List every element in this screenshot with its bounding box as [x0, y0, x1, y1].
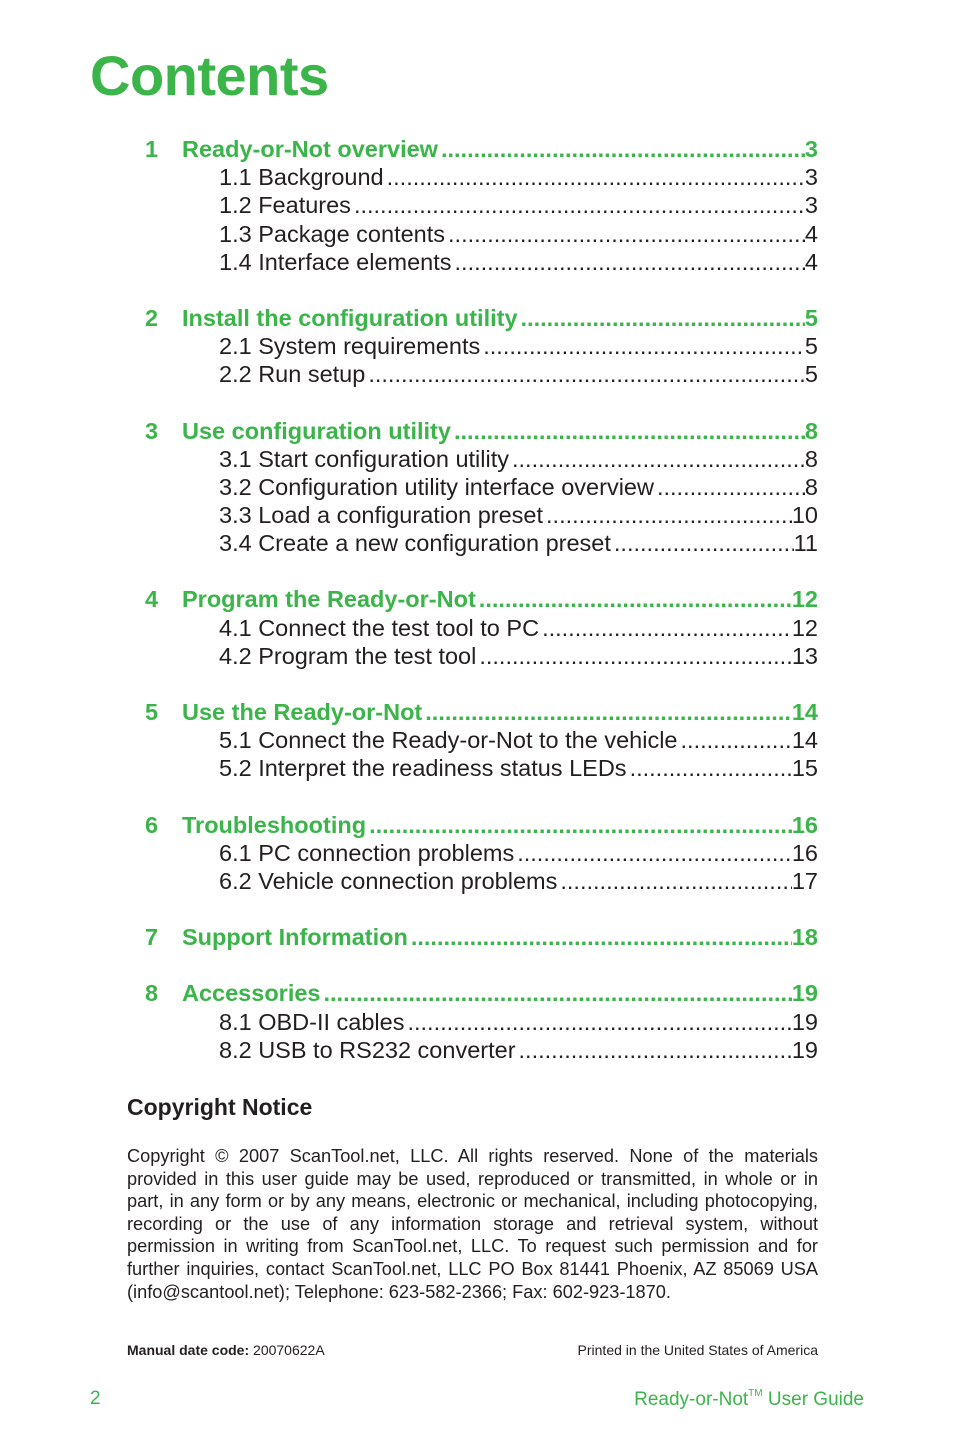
toc-page-number: 19: [791, 1008, 818, 1035]
toc-leader-dots: [627, 754, 792, 782]
toc-subsection-entry[interactable]: [145, 360, 818, 388]
toc-leader-dots: [321, 979, 792, 1007]
table-of-contents: [145, 135, 818, 1092]
toc-section: [145, 585, 818, 670]
toc-leader-dots: [476, 585, 792, 613]
toc-subsection-entry[interactable]: [145, 867, 818, 895]
toc-subsection-entry[interactable]: [145, 445, 818, 473]
toc-chapter-title: Accessories: [182, 980, 321, 1007]
toc-page-number: 5: [804, 333, 818, 360]
toc-chapter-entry[interactable]: [145, 698, 818, 726]
toc-page-number: 11: [793, 530, 818, 557]
toc-leader-dots: [422, 698, 792, 726]
toc-subsection-entry[interactable]: [145, 248, 818, 276]
toc-page-number: 3: [804, 136, 818, 162]
toc-page-number: 3: [804, 192, 818, 219]
toc-subsection-entry[interactable]: [145, 754, 818, 782]
toc-leader-dots: [476, 642, 792, 670]
toc-subsection-title: 3.2 Configuration utility interface overview: [219, 473, 654, 500]
toc-chapter-number: 7: [145, 924, 159, 951]
toc-chapter-number: 5: [145, 699, 159, 725]
toc-chapter-title: Use configuration utility: [182, 417, 451, 444]
toc-subsection-title: 6.1 PC connection problems: [219, 839, 515, 866]
toc-page-number: 14: [791, 699, 818, 725]
toc-page-number: 14: [791, 727, 818, 754]
toc-leader-dots: [678, 726, 792, 754]
toc-page-number: 4: [804, 220, 818, 247]
toc-subsection-entry[interactable]: [145, 839, 818, 867]
toc-page-number: 12: [791, 614, 818, 641]
toc-page-number: 15: [791, 755, 818, 782]
toc-chapter-entry[interactable]: [145, 979, 818, 1007]
toc-page-number: 16: [791, 811, 818, 838]
toc-subsection-entry[interactable]: [145, 1036, 818, 1064]
toc-section: [145, 417, 818, 558]
toc-subsection-entry[interactable]: [145, 501, 818, 529]
toc-chapter-title: Ready-or-Not overview: [182, 136, 438, 162]
toc-subsection-title: 2.1 System requirements: [219, 333, 481, 360]
toc-subsection-entry[interactable]: [145, 614, 818, 642]
printed-in: Printed in the United States of America: [577, 1342, 818, 1358]
toc-leader-dots: [351, 191, 805, 219]
toc-subsection-entry[interactable]: [145, 642, 818, 670]
toc-leader-dots: [539, 614, 792, 642]
toc-section: [145, 923, 818, 951]
toc-subsection-title: 6.2 Vehicle connection problems: [219, 867, 558, 894]
toc-subsection-title: 3.1 Start configuration utility: [219, 445, 509, 472]
toc-leader-dots: [557, 867, 792, 895]
manual-date-value: 20070622A: [253, 1342, 325, 1358]
toc-subsection-title: 8.1 OBD-II cables: [219, 1008, 405, 1035]
toc-page-number: 13: [791, 642, 818, 669]
toc-page-number: 5: [804, 361, 818, 388]
toc-chapter-number: 2: [145, 304, 159, 331]
toc-page-number: 12: [791, 586, 818, 613]
toc-page-number: 5: [804, 304, 818, 331]
toc-leader-dots: [445, 220, 805, 248]
toc-chapter-title: Troubleshooting: [182, 811, 367, 838]
toc-leader-dots: [516, 1036, 792, 1064]
toc-subsection-title: 1.4 Interface elements: [219, 248, 452, 275]
footer-guide-title: [634, 1388, 864, 1411]
page-number: 2: [90, 1388, 101, 1409]
toc-page-number: 16: [791, 839, 818, 866]
toc-section: [145, 135, 818, 276]
toc-leader-dots: [408, 923, 792, 951]
toc-page-number: 4: [804, 248, 818, 275]
toc-subsection-title: 8.2 USB to RS232 converter: [219, 1036, 516, 1063]
toc-leader-dots: [438, 135, 805, 163]
toc-subsection-title: 3.3 Load a configuration preset: [219, 502, 544, 529]
copyright-body: Copyright © 2007 ScanTool.net, LLC. All rights reserved. None of the materials provided in this user guide may be used, reproduced or transmitted, in whole or in part, in any form or by any means, electronic or mechanical, including photocopying, recording or the use of any information storage and retrieval system, without permission in writing from ScanTool.net, LLC. To request such permission and for further inquiries, contact ScanTool.net, LLC PO Box 81441 Phoenix, AZ 85069 USA (info@scantool.net); Telephone: 623-582-2366; Fax: 602-923-1870.: [127, 1146, 818, 1302]
toc-leader-dots: [514, 839, 792, 867]
toc-chapter-entry[interactable]: [145, 585, 818, 613]
manual-date-code: [127, 1342, 325, 1358]
toc-leader-dots: [384, 163, 805, 191]
toc-subsection-title: 1.2 Features: [219, 192, 351, 219]
toc-page-number: 19: [791, 1036, 818, 1063]
toc-section: [145, 979, 818, 1064]
toc-subsection-entry[interactable]: [145, 163, 818, 191]
toc-chapter-entry[interactable]: [145, 417, 818, 445]
toc-chapter-number: 6: [145, 811, 159, 838]
toc-page-number: 17: [791, 867, 818, 894]
toc-leader-dots: [451, 417, 805, 445]
toc-subsection-entry[interactable]: [145, 473, 818, 501]
guide-name: Ready-or-Not: [634, 1389, 749, 1410]
toc-chapter-entry[interactable]: [145, 923, 818, 951]
toc-leader-dots: [611, 529, 794, 557]
toc-subsection-title: 5.2 Interpret the readiness status LEDs: [219, 755, 627, 782]
toc-subsection-entry[interactable]: [145, 191, 818, 219]
toc-chapter-title: Install the configuration utility: [182, 304, 518, 331]
toc-chapter-number: 1: [145, 136, 159, 162]
toc-page-number: 8: [804, 417, 818, 444]
toc-chapter-title: Use the Ready-or-Not: [182, 699, 423, 725]
toc-chapter-title: Support Information: [182, 924, 408, 951]
toc-leader-dots: [509, 445, 805, 473]
toc-page-number: 3: [804, 164, 818, 191]
toc-section: [145, 811, 818, 896]
toc-subsection-title: 5.1 Connect the Ready-or-Not to the vehicle: [219, 727, 678, 754]
toc-chapter-number: 4: [145, 586, 159, 613]
toc-section: [145, 698, 818, 783]
toc-chapter-entry[interactable]: [145, 135, 818, 163]
toc-chapter-number: 3: [145, 417, 159, 444]
toc-leader-dots: [543, 501, 792, 529]
toc-page-number: 18: [791, 924, 818, 951]
toc-subsection-title: 4.2 Program the test tool: [219, 642, 477, 669]
toc-page-number: 8: [804, 473, 818, 500]
toc-leader-dots: [654, 473, 805, 501]
toc-page-number: 19: [791, 980, 818, 1007]
toc-leader-dots: [365, 360, 805, 388]
toc-leader-dots: [452, 248, 805, 276]
toc-subsection-entry[interactable]: [145, 220, 818, 248]
toc-chapter-number: 8: [145, 980, 159, 1007]
toc-subsection-entry[interactable]: [145, 332, 818, 360]
toc-subsection-entry[interactable]: [145, 1008, 818, 1036]
manual-date-label: Manual date code:: [127, 1342, 250, 1358]
guide-suffix: User Guide: [762, 1389, 864, 1410]
toc-subsection-entry[interactable]: [145, 529, 818, 557]
trademark-mark: TM: [748, 1388, 763, 1399]
toc-leader-dots: [480, 332, 805, 360]
toc-subsection-title: 2.2 Run setup: [219, 361, 366, 388]
toc-chapter-entry[interactable]: [145, 304, 818, 332]
toc-page-number: 10: [791, 502, 818, 529]
toc-leader-dots: [404, 1008, 791, 1036]
toc-section: [145, 304, 818, 389]
toc-page-number: 8: [804, 445, 818, 472]
toc-leader-dots: [518, 304, 805, 332]
toc-subsection-title: 3.4 Create a new configuration preset: [219, 530, 611, 557]
toc-subsection-title: 1.3 Package contents: [219, 220, 446, 247]
toc-subsection-title: 1.1 Background: [219, 164, 384, 191]
toc-leader-dots: [366, 811, 792, 839]
page-title: Contents: [90, 44, 329, 107]
toc-chapter-entry[interactable]: [145, 811, 818, 839]
copyright-heading: Copyright Notice: [127, 1094, 313, 1120]
toc-subsection-title: 4.1 Connect the test tool to PC: [219, 614, 540, 641]
toc-chapter-title: Program the Ready-or-Not: [182, 586, 476, 613]
toc-subsection-entry[interactable]: [145, 726, 818, 754]
